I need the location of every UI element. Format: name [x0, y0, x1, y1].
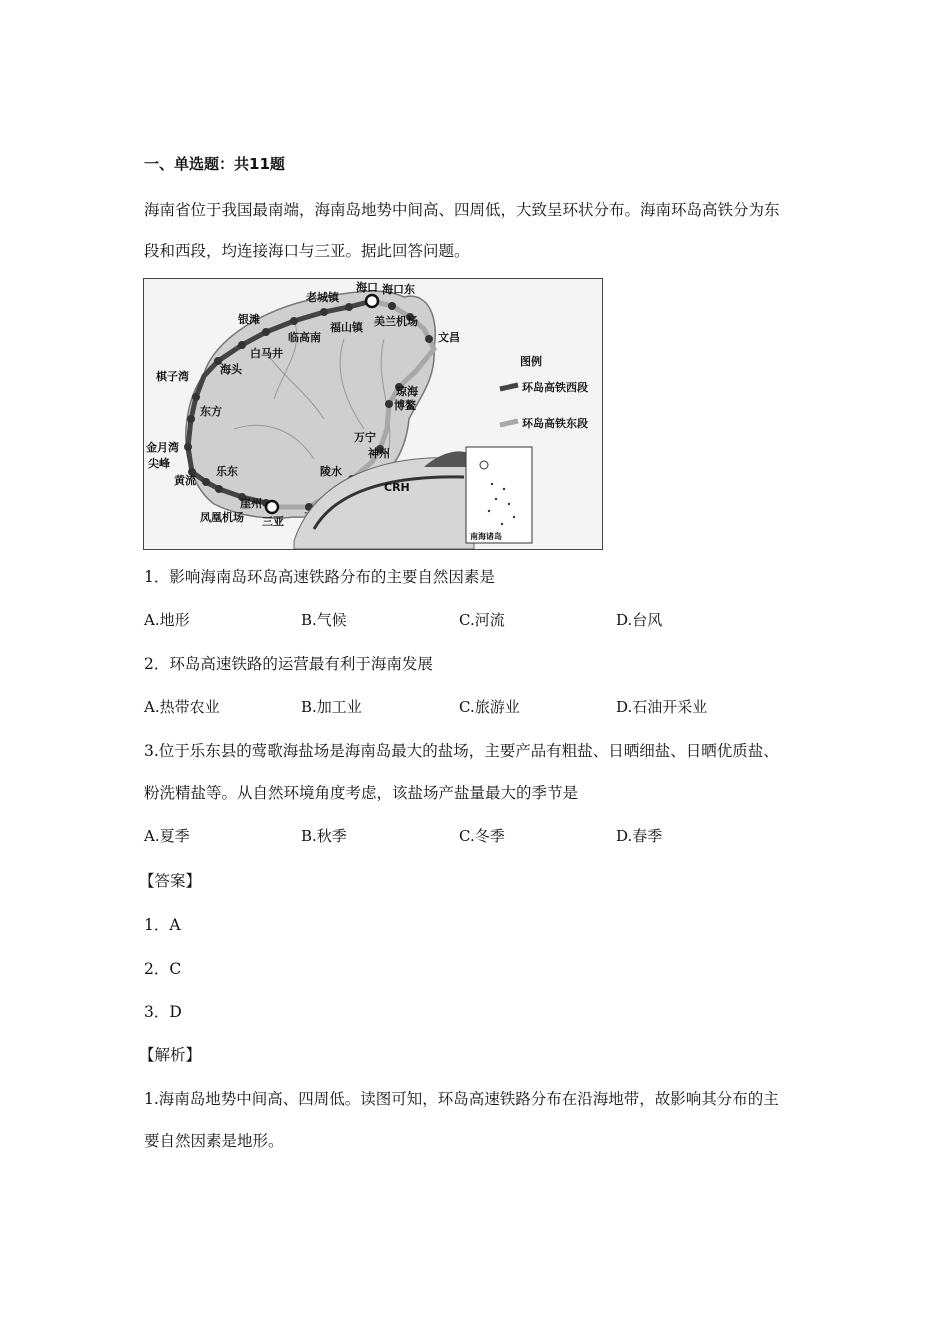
analysis-line-2: 要自然因素是地形。 — [144, 1132, 284, 1150]
label-shenzhou: 神州 — [368, 447, 390, 460]
intro-line-1: 海南省位于我国最南端，海南岛地势中间高、四周低，大致呈环状分布。海南环岛高铁分为东 — [144, 201, 780, 219]
label-boao: 博鳌 — [394, 399, 416, 412]
q3-stem-line-1: 3.位于乐东县的莺歌海盐场是海南岛最大的盐场，主要产品有粗盐、日晒细盐、日晒优质盐、 — [144, 742, 779, 760]
hainan-railway-map — [143, 278, 603, 550]
label-laochengzhen: 老城镇 — [306, 291, 339, 304]
label-sanya: 三亚 — [262, 515, 284, 528]
q1-stem: 1．影响海南岛环岛高速铁路分布的主要自然因素是 — [144, 568, 495, 586]
label-qiziwan: 棋子湾 — [156, 370, 189, 383]
q3-option-a: A.夏季 — [144, 827, 190, 845]
inset-label: 南海诸岛 — [470, 532, 502, 541]
map-svg — [144, 279, 602, 549]
q1-option-d: D.台风 — [616, 611, 663, 629]
legend-east: 环岛高铁东段 — [522, 417, 588, 430]
label-jinyuewan: 金月湾 — [146, 441, 179, 454]
section-title: 一、单选题：共11题 — [144, 155, 285, 173]
legend-west: 环岛高铁西段 — [522, 381, 588, 394]
analysis-heading: 【解析】 — [139, 1046, 202, 1064]
label-fenghuang: 凤凰机场 — [200, 511, 244, 524]
label-lingshui: 陵水 — [320, 465, 342, 478]
label-jianfeng: 尖峰 — [148, 457, 170, 470]
label-fushanzhen: 福山镇 — [330, 321, 363, 334]
label-ledong: 乐东 — [216, 465, 238, 478]
legend-title: 图例 — [520, 355, 542, 368]
label-huangliu: 黄流 — [174, 474, 196, 487]
label-haikoudong: 海口东 — [382, 283, 415, 296]
label-yintan: 银滩 — [238, 313, 260, 326]
answer-3: 3．D — [144, 1003, 182, 1021]
label-baimajing: 白马井 — [250, 347, 283, 360]
label-lingaonan: 临高南 — [288, 331, 321, 344]
q2-option-b: B.加工业 — [301, 698, 362, 716]
analysis-line-1: 1.海南岛地势中间高、四周低。读图可知，环岛高速铁路分布在沿海地带，故影响其分布的主 — [144, 1090, 779, 1108]
label-wanning: 万宁 — [354, 431, 376, 444]
label-yazhou: 崖州 — [240, 497, 262, 510]
q1-option-b: B.气候 — [301, 611, 347, 629]
label-haikou: 海口 — [356, 281, 378, 294]
answer-heading: 【答案】 — [139, 872, 202, 890]
label-dongfang: 东方 — [200, 405, 222, 418]
q3-option-c: C.冬季 — [459, 827, 505, 845]
q2-option-a: A.热带农业 — [144, 698, 220, 716]
q2-stem: 2．环岛高速铁路的运营最有利于海南发展 — [144, 655, 433, 673]
label-qionghai: 琼海 — [396, 385, 418, 398]
q1-option-c: C.河流 — [459, 611, 505, 629]
label-wenchang: 文昌 — [438, 331, 460, 344]
label-haitou: 海头 — [220, 363, 242, 376]
inset-box — [466, 447, 532, 543]
q3-option-d: D.春季 — [616, 827, 663, 845]
intro-line-2: 段和西段，均连接海口与三亚。据此回答问题。 — [144, 242, 470, 260]
train-label: CRH — [384, 481, 410, 494]
q2-option-c: C.旅游业 — [459, 698, 520, 716]
answer-2: 2．C — [144, 960, 182, 978]
q3-option-b: B.秋季 — [301, 827, 347, 845]
answer-1: 1．A — [144, 916, 181, 934]
q1-option-a: A.地形 — [144, 611, 190, 629]
q3-stem-line-2: 粉洗精盐等。从自然环境角度考虑，该盐场产盐量最大的季节是 — [144, 784, 579, 802]
label-meilan: 美兰机场 — [374, 315, 418, 328]
q2-option-d: D.石油开采业 — [616, 698, 708, 716]
